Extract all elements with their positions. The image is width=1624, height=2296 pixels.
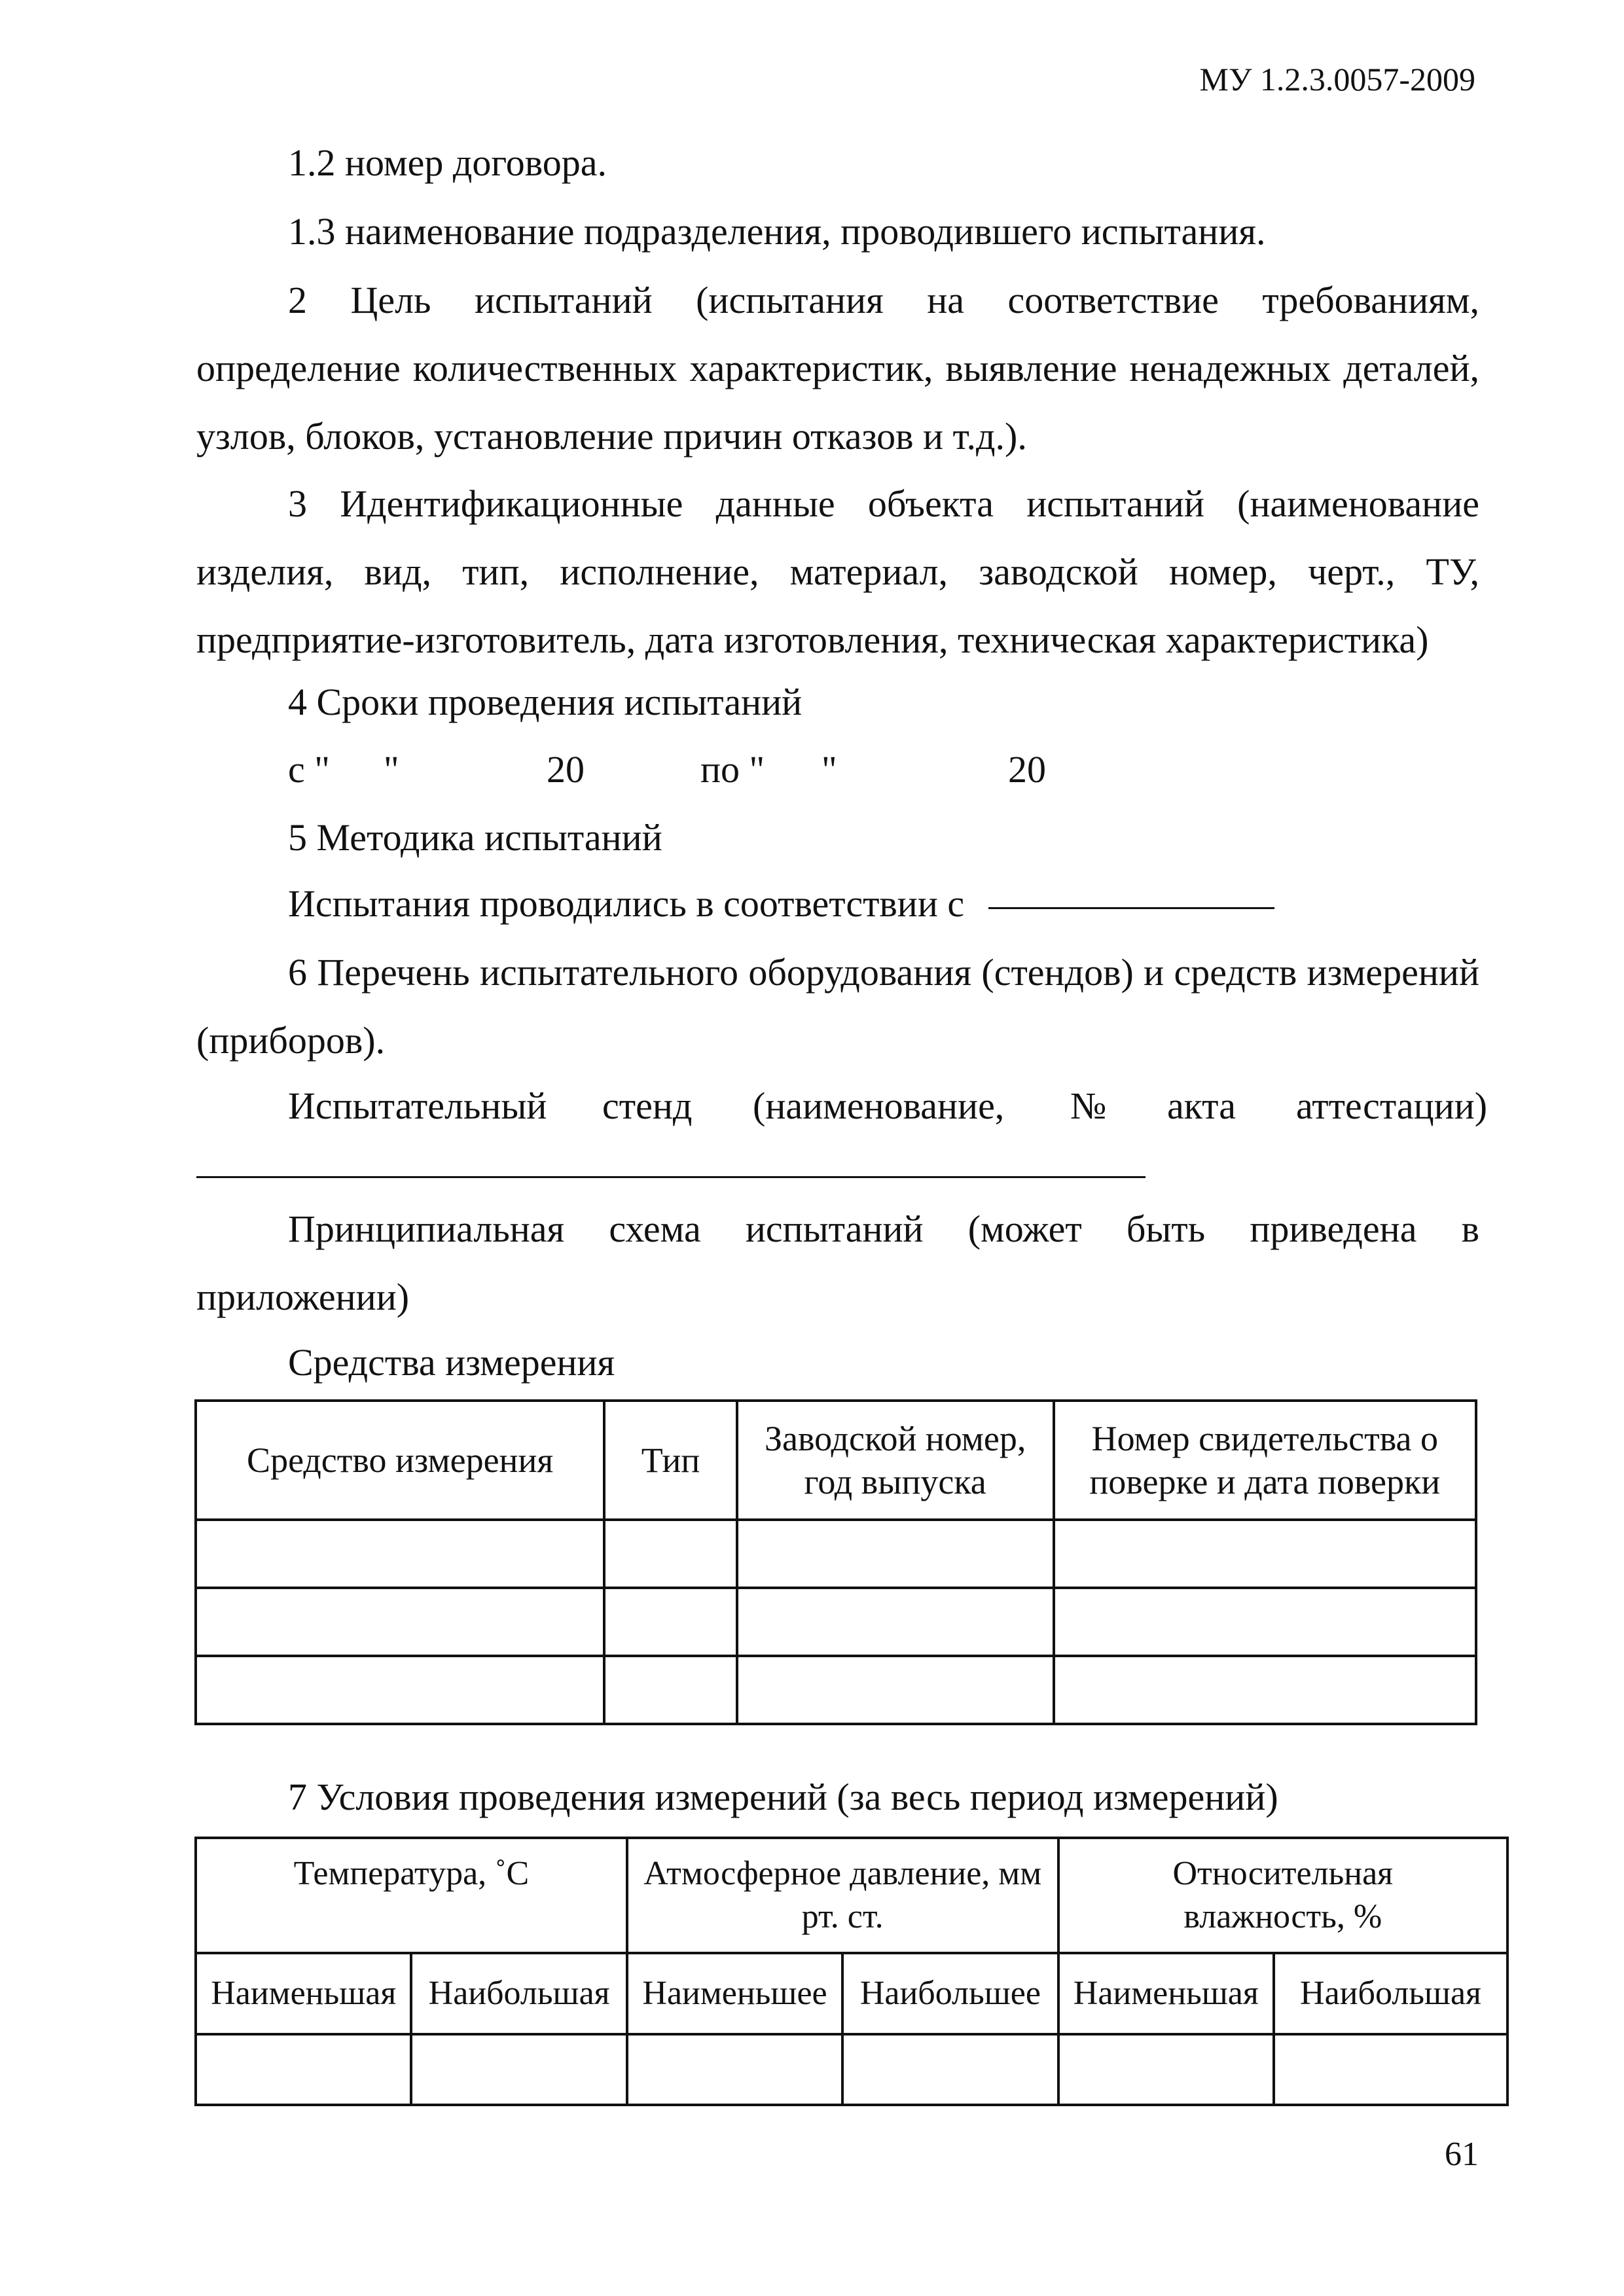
subheader-humidity-min: Наименьшая [1058,1953,1274,2034]
table-cell[interactable] [196,1588,604,1656]
measurement-means-table [194,1399,1477,1725]
subheader-pressure-max: Наибольшее [842,1953,1058,2034]
item-1-3: 1.3 наименование подразделения, проводившего испытания. [288,210,1266,253]
conditions-table [194,1837,1509,2106]
item-5-method: 5 Методика испытаний [288,816,662,859]
method-line: Испытания проводились в соответствии с [288,882,965,925]
stand-word-3: (наименование, [753,1085,1005,1127]
means-title: Средства измерения [288,1341,615,1384]
item-3-identification: 3 Идентификационные данные объекта испытаний (наименование изделия, вид, тип, исполнение, материал, заводской номер, черт., ТУ, предприятие-изготовитель, дата изготовления, техническая характеристика) [196,482,1479,661]
table-group-row [196,1838,1507,1953]
group-humidity: Относительная влажность, % [1058,1838,1507,1953]
stand-word-5: акта [1167,1085,1236,1127]
table-cell[interactable] [842,2034,1058,2105]
date-from-year: 20 [547,748,585,791]
header-certificate: Номер свидетельства о поверке и дата поверки [1054,1401,1476,1520]
table-cell[interactable] [604,1588,737,1656]
table-cell[interactable] [737,1656,1054,1724]
item-7-conditions: 7 Условия проведения измерений (за весь период измерений) [288,1776,1278,1818]
table-header-row [196,1401,1476,1520]
table-row [196,1656,1476,1724]
item-2-goal: 2 Цель испытаний (испытания на соответствие требованиям, определение количественных характеристик, выявление ненадежных деталей, узлов, блоков, установление причин отказов и т.д.). [196,279,1479,457]
stand-word-1: Испытательный [288,1085,547,1127]
table-cell[interactable] [604,1520,737,1588]
date-to-close: " [821,748,837,791]
table-row [196,1520,1476,1588]
item-4-terms: 4 Сроки проведения испытаний [288,681,803,723]
method-fill-line [988,907,1274,909]
table-cell[interactable] [411,2034,626,2105]
date-from-prefix: с " [288,748,330,791]
page-number: 61 [1445,2136,1479,2173]
table-row [196,2034,1507,2105]
table-cell[interactable] [196,1656,604,1724]
document-code: МУ 1.2.3.0057-2009 [1199,61,1475,98]
group-temperature: Температура, ˚С [196,1838,627,1953]
subheader-temp-min: Наименьшая [196,1953,411,2034]
table-subheader-row [196,1953,1507,2034]
header-serial: Заводской номер, год выпуска [737,1401,1054,1520]
table-cell[interactable] [196,1520,604,1588]
table-cell[interactable] [1054,1588,1476,1656]
item-1-2: 1.2 номер договора. [288,141,607,184]
table-cell[interactable] [627,2034,842,2105]
table-row [196,1588,1476,1656]
date-to-year: 20 [1008,748,1046,791]
stand-fill-line [196,1176,1146,1178]
table-cell[interactable] [604,1656,737,1724]
subheader-temp-max: Наибольшая [411,1953,626,2034]
stand-word-4: № [1070,1085,1107,1127]
stand-word-2: стенд [602,1085,693,1127]
header-means: Средство измерения [196,1401,604,1520]
group-pressure: Атмосферное давление, мм рт. ст. [627,1838,1058,1953]
subheader-pressure-min: Наименьшее [627,1953,842,2034]
date-from-close: " [384,748,399,791]
table-cell[interactable] [1058,2034,1274,2105]
table-cell[interactable] [1054,1520,1476,1588]
item-6-equipment: 6 Перечень испытательного оборудования (стендов) и средств измерений (приборов). [196,951,1479,1062]
scheme-paragraph: Принципиальная схема испытаний (может быть приведена в приложении) [196,1208,1479,1318]
table-cell[interactable] [196,2034,411,2105]
table-cell[interactable] [737,1520,1054,1588]
header-type: Тип [604,1401,737,1520]
table-cell[interactable] [1054,1656,1476,1724]
table-cell[interactable] [1274,2034,1507,2105]
date-to-prefix: по " [700,748,765,791]
stand-word-6: аттестации) [1296,1085,1488,1127]
table-cell[interactable] [737,1588,1054,1656]
subheader-humidity-max: Наибольшая [1274,1953,1507,2034]
